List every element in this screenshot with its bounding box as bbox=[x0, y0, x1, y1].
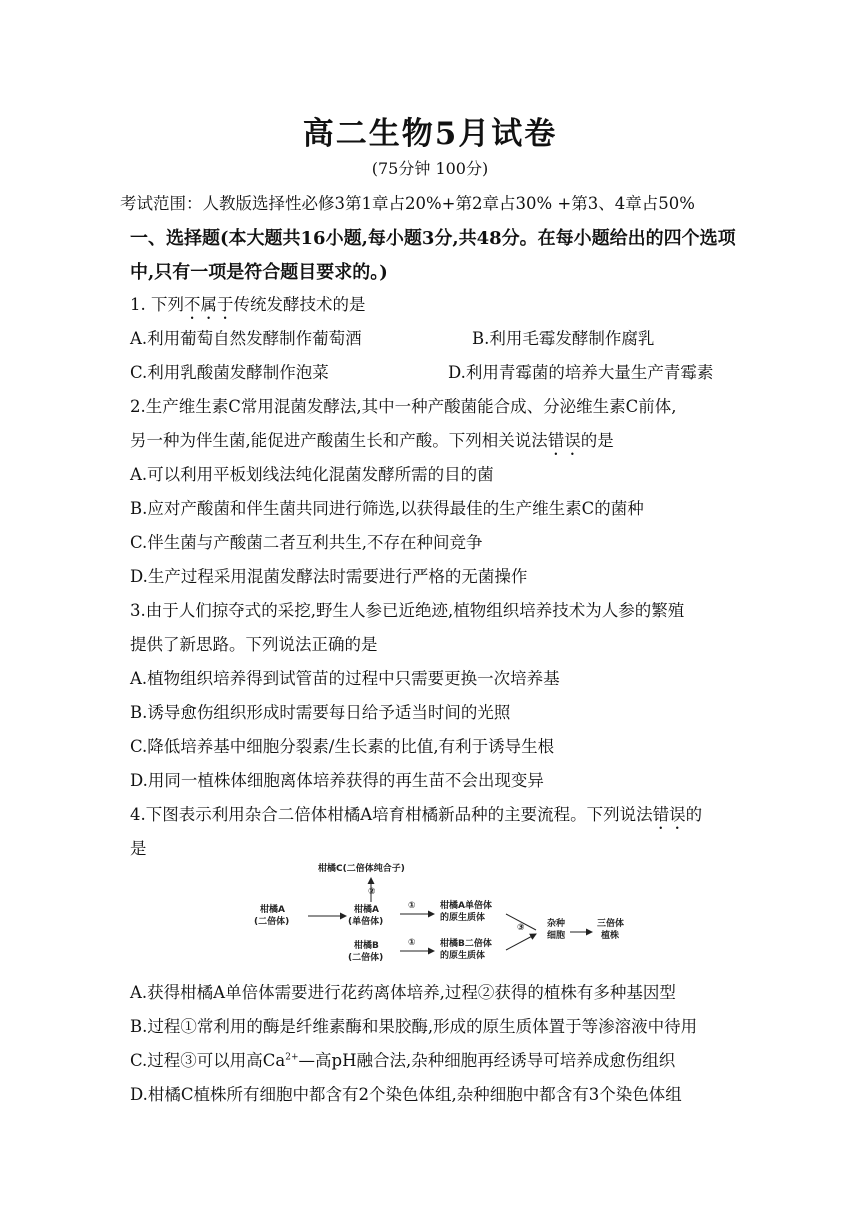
question-4-option-b: B.过程①常利用的酶是纤维素酶和果胶酶,形成的原生质体置于等渗溶液中待用 bbox=[130, 1017, 698, 1036]
diagram-triploid-line1: 三倍体 bbox=[597, 919, 625, 929]
question-1-option-d: D.利用青霉菌的培养大量生产青霉素 bbox=[448, 363, 714, 382]
question-1-option-c: C.利用乳酸菌发酵制作泡菜 bbox=[130, 363, 329, 382]
diagram-citrus-b-sub: (二倍体) bbox=[348, 953, 384, 963]
question-2-stem-line2: 另一种为伴生菌,能促进产酸菌生长和产酸。下列相关说法错误的是 bbox=[130, 431, 614, 450]
diagram-step2-label: ② bbox=[368, 887, 376, 897]
question-3-option-d: D.用同一植株体细胞离体培养获得的再生苗不会出现变异 bbox=[130, 771, 544, 790]
diagram-step3-label: ③ bbox=[517, 923, 525, 933]
diagram-triploid-line2: 植株 bbox=[601, 931, 620, 941]
section-heading-line2: 中,只有一项是符合题目要求的。) bbox=[130, 262, 388, 283]
question-2-option-a: A.可以利用平板划线法纯化混菌发酵所需的目的菌 bbox=[130, 465, 494, 484]
diagram-citrus-b: 柑橘B bbox=[354, 941, 379, 951]
question-2-stem-line1: 2.生产维生素C常用混菌发酵法,其中一种产酸菌能合成、分泌维生素C前体, bbox=[130, 397, 677, 416]
question-4-option-c: C.过程③可以用高$Ca^{2+}—$高pH融合法,杂种细胞再经诱导可培养成愈伤组织 bbox=[130, 1051, 676, 1070]
diagram-protoplast-b-line1: 柑橘B二倍体 bbox=[440, 939, 492, 949]
diagram-hybrid-cell-line2: 细胞 bbox=[547, 931, 566, 941]
question-3-option-a: A.植物组织培养得到试管苗的过程中只需要更换一次培养基 bbox=[130, 669, 560, 688]
section-heading-line1: 一、选择题(本大题共16小题,每小题3分,共48分。在每小题给出的四个选项 bbox=[130, 228, 736, 249]
arrow-merge-bottom bbox=[506, 934, 536, 950]
diagram-citrus-c-label: 柑橘C(二倍体纯合子) bbox=[318, 864, 405, 874]
diagram-citrus-a-haploid-sub: (单倍体) bbox=[348, 917, 384, 927]
diagram-protoplast-a-line1: 柑橘A单倍体 bbox=[440, 901, 492, 911]
question-2-option-b: B.应对产酸菌和伴生菌共同进行筛选,以获得最佳的生产维生素C的菌种 bbox=[130, 499, 644, 518]
question-3-stem-line2: 提供了新思路。下列说法正确的是 bbox=[130, 635, 378, 654]
question-4-option-a: A.获得柑橘A单倍体需要进行花药离体培养,过程②获得的植株有多种基因型 bbox=[130, 983, 676, 1002]
question-4-stem-line1: 4.下图表示利用杂合二倍体柑橘A培育柑橘新品种的主要流程。下列说法错误的 bbox=[130, 805, 703, 824]
diagram-citrus-a-haploid: 柑橘A bbox=[354, 905, 379, 915]
diagram-hybrid-cell-line1: 杂种 bbox=[547, 919, 566, 929]
question-2-option-d: D.生产过程采用混菌发酵法时需要进行严格的无菌操作 bbox=[130, 567, 528, 586]
question-1-stem: 1. 下列不属于传统发酵技术的是 bbox=[130, 295, 366, 314]
question-2-option-c: C.伴生菌与产酸菌二者互利共生,不存在种间竞争 bbox=[130, 533, 483, 552]
diagram-protoplast-a-line2: 的原生质体 bbox=[440, 913, 486, 923]
breeding-flow-diagram bbox=[250, 856, 650, 976]
diagram-step1b-label: ① bbox=[408, 938, 416, 948]
exam-scope: 考试范围：人教版选择性必修3第1章占20%+第2章占30% +第3、4章占50% bbox=[120, 194, 695, 213]
question-3-option-b: B.诱导愈伤组织形成时需要每日给予适当时间的光照 bbox=[130, 703, 511, 722]
question-3-option-c: C.降低培养基中细胞分裂素/生长素的比值,有利于诱导生根 bbox=[130, 737, 555, 756]
diagram-citrus-a-diploid-sub: (二倍体) bbox=[254, 917, 290, 927]
question-4-stem-line2: 是 bbox=[130, 839, 147, 858]
page-title: 高二生物5月试卷 bbox=[302, 116, 558, 152]
diagram-step1a-label: ① bbox=[408, 901, 416, 911]
diagram-protoplast-b-line2: 的原生质体 bbox=[440, 951, 486, 961]
question-1-option-b: B.利用毛霉发酵制作腐乳 bbox=[472, 329, 655, 348]
question-4-option-d: D.柑橘C植株所有细胞中都含有2个染色体组,杂种细胞中都含有3个染色体组 bbox=[130, 1085, 682, 1104]
diagram-citrus-a-diploid: 柑橘A bbox=[260, 905, 285, 915]
question-1-option-a: A.利用葡萄自然发酵制作葡萄酒 bbox=[130, 329, 362, 348]
exam-duration: (75分钟 100分) bbox=[371, 159, 489, 178]
question-3-stem-line1: 3.由于人们掠夺式的采挖,野生人参已近绝迹,植物组织培养技术为人参的繁殖 bbox=[130, 601, 685, 620]
